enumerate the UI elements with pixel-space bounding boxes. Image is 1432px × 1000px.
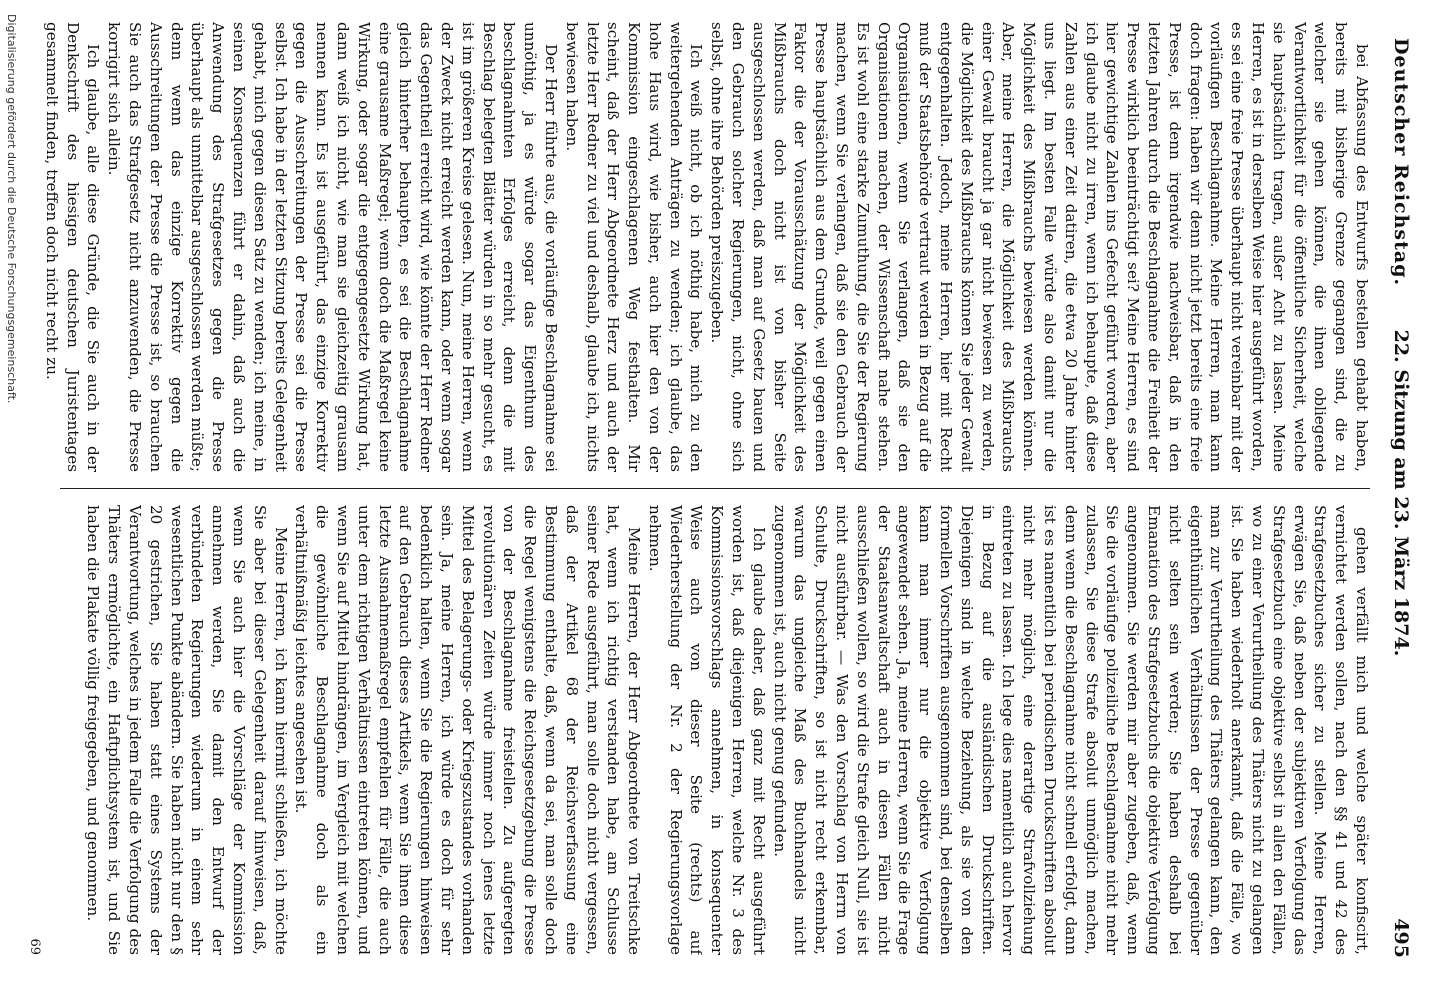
header-session: 22. Sitzung am 23. März 1874. <box>1390 329 1412 657</box>
paragraph: bei Abfassung des Entwurfs bestellen gehabt haben, bereits mit bisherige Grenze gegangen sind, die zu welcher sie gehen können, die ihnen obliegende Verantwortlichkeit für die öffentliche Sicherheit, welche sie hauptsächlich tragen, außer Acht zu lassen. Meine Herren, es ist in derselben Weise hier ausgeführt worden, es sei eine freie Presse überhaupt nicht vereinbar mit der vorläufigen Beschlagnahme. Meine Herren, man kann doch fragen: haben wir denn nicht jetzt bereits eine freie Presse, ist denn irgendwie nachweisbar, daß in den letzten Jahren durch die Beschlagnahme die Freiheit der Presse wirklich beeinträchtigt sei? Meine Herren, es sind hier gewichtige Zahlen ins Gefecht geführt worden, aber ich glaube nicht zu irren, wenn ich behaupte, daß diese Zahlen aus einer Zeit datiren, die etwa 20 Jahre hinter uns liegt. Im besten Falle würde also damit nur die Möglichkeit des Mißbrauchs bewiesen werden können. Aber, meine Herren, die Möglichkeit des Mißbrauchs einer Gewalt braucht ja gar nicht bewiesen zu werden, die Möglichkeit des Mißbrauchs können Sie jeder Gewalt entgegenhalten. Jedoch, meine Herren, hier mit Recht muß der Staatsbehörde vertraut werden in Bezug auf die Organisationen, wenn Sie verlangen, daß sie den Organisationen machen, der Wissenschaft nahe stehen. Es ist wohl eine starke Zumuthung, die Sie der Regierung machen, wenn Sie verlangen, daß sie den Gebrauch der Presse hauptsächlich aus dem Grunde, weil gegen einen Faktor die der Vorausschätzung der Möglichkeit des Mißbrauchs doch nicht ist von bisher Seite ausgeschlossen werden, daß man auf Gesetz bauen und den Gebrauch solcher Regierungen, nicht, ohne sich selbst, ohne ihre Behörden preiszugeben. <box>708 22 1371 472</box>
paragraph: Meine Herren, ich kann hiermit schließen, ich möchte Sie aber bei dieser Gelegenheit darauf hinweisen, daß, wenn Sie auch hier die Vorschläge der Kommission annehmen werden, Sie damit den Entwurf der verbündeten Regierungen wiederum in einem sehr wesentlichen Punkte abändern. Sie haben nicht nur den § 20 gestrichen, Sie haben statt eines Systems der Verantwortung, welches in jedem Falle die Verfolgung des Thäters ermöglichte, ein Haftpflichtsystem ist, und Sie haben die Plakate völlig freigegeben, und genommen. <box>84 505 290 955</box>
paragraph: Meine Herren, der Herr Abgeordnete von Treitschke hat, wenn ich richtig verstanden habe, am Schlusse seiner Rede ausgeführt, man solle doch nicht vergessen, daß der Artikel 68 der Reichsverfassung eine Bestimmung enthalte, daß, wenn da sei, man solle doch die Regel wenigstens die Reichsgesetzgebung die Presse von der Beschlagnahme freistellen. Zu aufgeregten revolutionären Zeiten würde immer noch jenes letzte Mittel des Belagerungs- oder Kriegszustandes vorhanden sein. Ja, meine Herren, ich würde es doch für sehr bedenklich halten, wenn Sie die Regierungen hinweisen auf den Gebrauch dieses Artikels, wenn Sie ihnen diese letzte Ausnahmemaßregel empfehlen für Fälle, die auch unter dem richtigen Verhältnissen eintreten können, und wenn Sie auf Mittel hindrängen, im Vergleich mit welchen die gewöhnliche Beschlagnahme doch als ein verhältnißmäßig leichtes angesehen ist. <box>292 505 644 955</box>
text-column-right <box>42 505 1372 955</box>
column-divider <box>60 488 1370 489</box>
paragraph: Der Herr führte aus, die vorläufige Beschlagnahme sei unnöthig, ja es würde sogar das Eigenthum des beschlagnahmten Erfolges erreicht, denn die mit Beschlag belegten Blätter würden in so mehr gesucht, es ist im größeren Kreise gelesen. Nun, meine Herren, wenn der Zweck nicht erreicht werden kann, oder wenn sogar das Gegentheil erreicht wird, wie könnte der Herr Redner gleich hinterher behaupten, es sei die Beschlagnahme eine grausame Maßregel; wenn doch die Maßregel keine Wirkung, oder sogar die entgegengesetzte Wirkung hat, dann weiß ich nicht, wie man sie gleichzeitig grausam nennen kann. Es ist ausgeführt, das einzige Korrektiv gegen die Ausschreitungen der Presse sei die Presse selbst. Ich habe in der letzten Sitzung bereits Gelegenheit gehabt, mich gegen diesen Satz zu wenden; ich meine, in seinen Konsequenzen führt er dahin, daß auch die Anwendung des Strafgesetzes gegen die Presse überhaupt als unmittelbar ausgeschlossen werden müßte; denn wenn das einzige Korrektiv gegen die Ausschreitungen der Presse die Presse ist, so brauchen Sie auch das Strafgesetz nicht anzuwenden, die Presse korrigirt sich allein. <box>105 22 560 472</box>
header-page-number: 495 <box>1390 918 1412 958</box>
digitization-note: Digitalisierung gefördert durch die Deutsche Forschungsgemeinschaft. <box>5 14 18 404</box>
sheet-signature: 69 <box>27 938 42 955</box>
paragraph: Ich weiß nicht, ob ich nöthig habe, mich zu den weitergehenden Anträgen zu wenden; ich glaube, das hohe Haus wird, wie bisher, auch hier den von der Kommission eingeschlagenen Weg festhalten. Mir scheint, daß der Herr Abgeordnete Herz und auch der letzte Herr Redner zu viel und deshalb, glaube ich, nichts bewiesen haben. <box>562 22 706 472</box>
paragraph: Ich glaube, alle diese Gründe, die Sie auch in der Denkschrift des hiesigen deutschen Juristentages gesammelt finden, treffen doch nicht recht zu. <box>42 22 103 472</box>
header-title: Deutscher Reichstag. <box>1390 38 1412 287</box>
digitization-footer <box>2 0 20 1000</box>
text-column-left <box>42 22 1372 472</box>
paragraph: gehen verfällt mich und welche später konfiscirt, vernichtet werden sollen, nach den §§ 41 und 42 des Strafgesetzbuches sicher zu stellen. Meine Herren, erwägen Sie, daß neben der subjektiven Verfolgung das Strafgesetzbuch eine objektive selbst in allen den Fällen, wo zu einer Verurtheilung des Thäters nicht zu gelangen ist. Sie haben wiederholt anerkannt, daß die Fälle, wo man zur Verurtheilung des Thäters gelangen kann, den eigenthümlichen Verhältnissen der Presse gegenüber nicht selten sein werden; Sie haben deshalb bei Emanation des Strafgesetzbuchs die objektive Verfolgung angenommen. Sie werden mir aber zugeben, daß, wenn Sie die vorläufige polizeiliche Beschlagnahme nicht mehr zulassen, Sie diese Strafe absolut unmöglich machen, denn wenn die Beschlagnahme nicht schnell erfolgt, dann ist es namentlich bei periodischen Druckschriften absolut nicht mehr möglich, eine derartige Strafvollziehung eintreten zu lassen. Ich lege dies namentlich auch hervor in Bezug auf die ausländischen Druckschriften. Diejenigen sind in welche Beziehung, als sie von den formellen Vorschriften ausgenommen sind, bei denselben kann man immer nur die objektive Verfolgung angewendet sehen. Ja, meine Herren, wenn Sie die Frage der Staatsanwaltschaft auch in diesen Fällen nicht ausschließen wollen, so wird die Strafe gleich Null, sie ist nicht ausführbar. — Was den Vorschlag von Herrn von Schulte, Druckschriften, so ist nicht recht erkennbar, warum das ungleiche Maß des Buchhandels nicht zugenommen ist, auch nicht genug gefunden. <box>770 505 1371 955</box>
page-header <box>1378 18 1412 968</box>
paragraph: Ich glaube daher, daß ganz mit Recht ausgeführt worden ist, daß diejenigen Herren, welche Nr. 3 des Kommissionsvorschlags annehmen, in konsequenter Weise auch von dieser Seite (rechts) auf Wiederherstellung der Nr. 2 der Regierungsvorlage nehmen. <box>645 505 768 955</box>
